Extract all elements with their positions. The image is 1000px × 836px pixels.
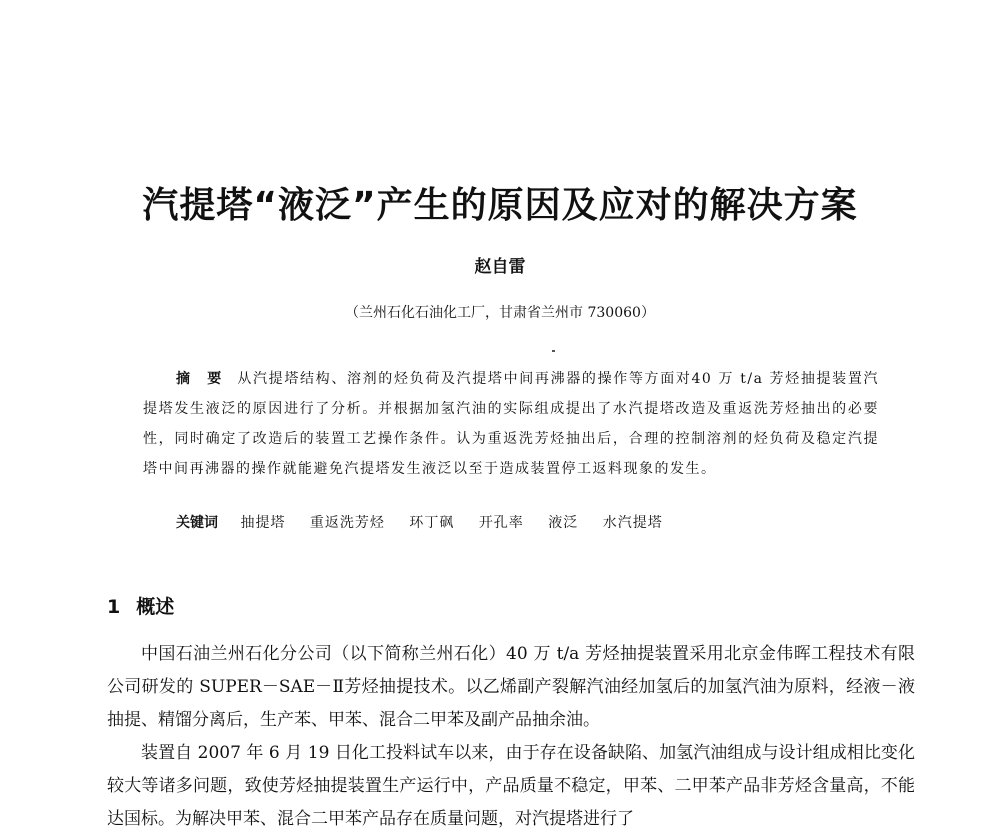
keywords-label: 关键词 (176, 515, 218, 531)
author-affiliation: （兰州石化石油化工厂，甘肃省兰州市 730060） (345, 305, 655, 321)
keyword: 重返洗芳烃 (309, 515, 385, 531)
author-name: 赵自雷 (474, 257, 526, 277)
abstract-label: 摘 要 (176, 371, 228, 387)
keyword: 液泛 (548, 515, 579, 531)
scan-dot (552, 350, 555, 352)
body-paragraph: 装置自 2007 年 6 月 19 日化工投料试车以来，由于存在设备缺陷、加氢汽油组成与设计组成相比变化较大等诸多问题，致使芳烃抽提装置生产运行中，产品质量不稳定，甲苯、二甲苯产品非芳烃含量高，不能达国标。为解决甲苯、混合二甲苯产品存在质量问题，对汽提塔进行了 (107, 743, 915, 829)
body-paragraph: 中国石油兰州石化分公司（以下简称兰州石化）40 万 t/a 芳烃抽提装置采用北京金伟晖工程技术有限公司研发的 SUPER－SAE－Ⅱ芳烃抽提技术。以乙烯副产裂解汽油经加氢后的加氢汽油为原料，经液－液抽提、精馏分离后，生产苯、甲苯、混合二甲苯及副产品抽余油。 (107, 644, 915, 730)
keyword: 开孔率 (478, 515, 524, 531)
section-title: 概述 (136, 596, 175, 618)
keyword: 水汽提塔 (602, 515, 663, 531)
section-heading (107, 594, 174, 620)
paper-title: 汽提塔“液泛”产生的原因及应对的解决方案 (142, 185, 858, 226)
section-number: 1 (107, 596, 121, 618)
keyword: 环丁砜 (409, 515, 455, 531)
abstract-text: 从汽提塔结构、溶剂的烃负荷及汽提塔中间再沸器的操作等方面对40 万 t/a 芳烃抽提装置汽提塔发生液泛的原因进行了分析。并根据加氢汽油的实际组成提出了水汽提塔改造及重返洗芳烃抽出的必要性，同时确定了改造后的装置工艺操作条件。认为重返洗芳烃抽出后，合理的控制溶剂的烃负荷及稳定汽提塔中间再沸器的操作就能避免汽提塔发生液泛以至于造成装置停工返料现象的发生。 (143, 371, 879, 477)
keyword: 抽提塔 (240, 515, 286, 531)
abstract (143, 364, 879, 484)
body-text (107, 638, 915, 836)
keywords (176, 511, 683, 535)
